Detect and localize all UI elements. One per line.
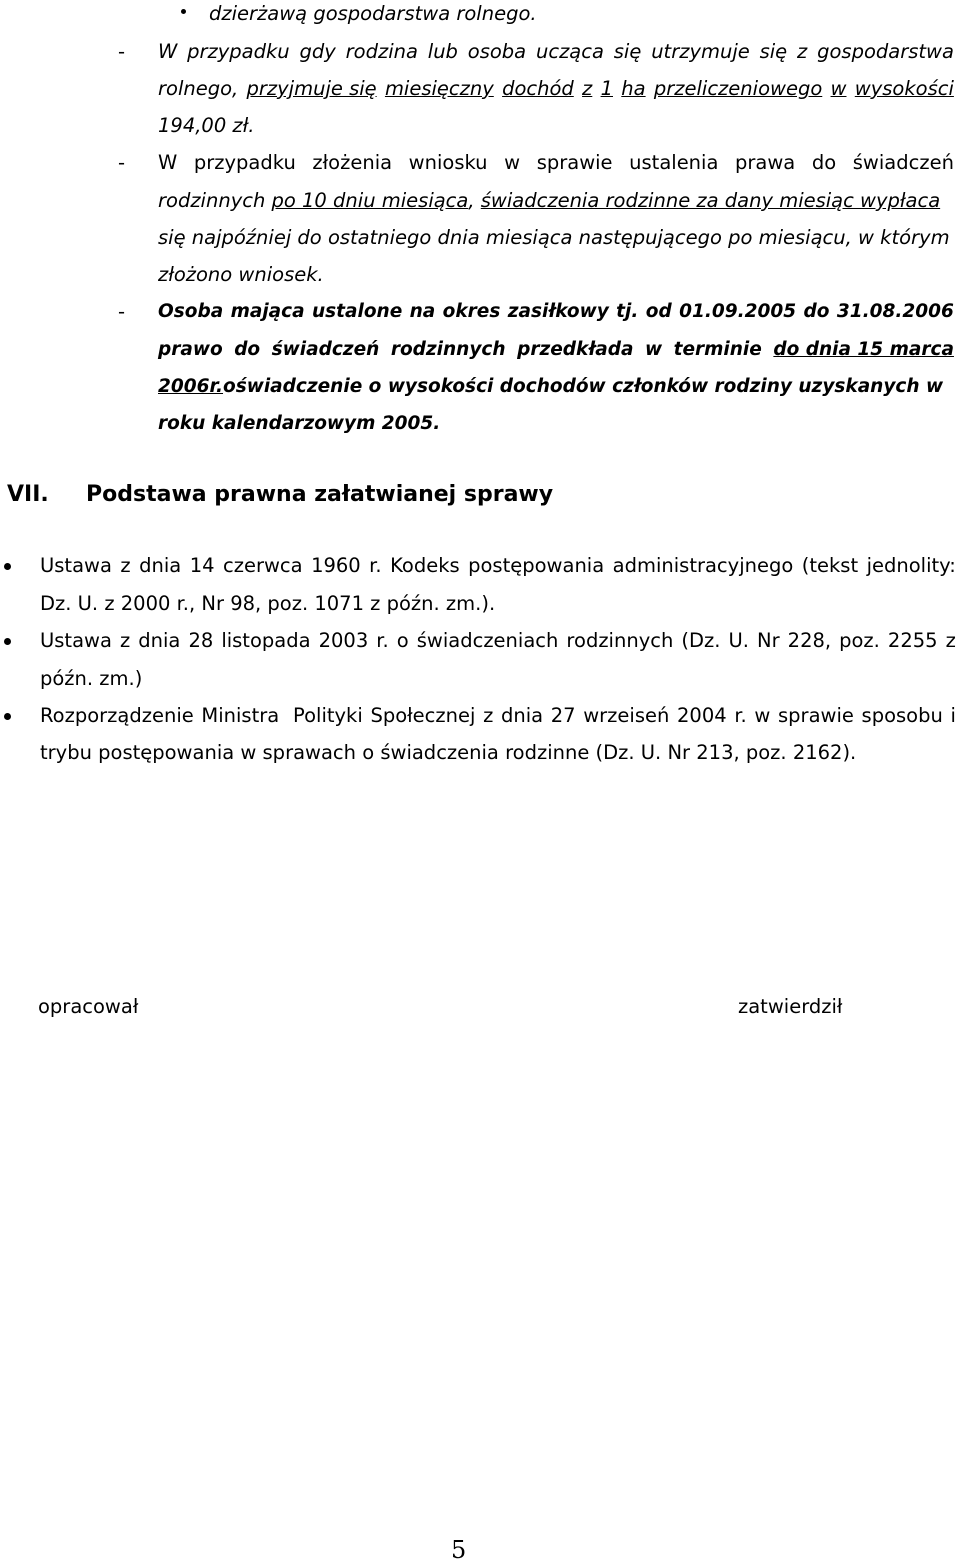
word: 228, <box>787 629 832 652</box>
word: miesięczny <box>384 77 494 100</box>
word: rolnego, <box>158 77 239 100</box>
top-bullet-text: dzierżawą gospodarstwa rolnego. <box>209 2 537 25</box>
word: 14 <box>189 554 215 577</box>
word: sposobu <box>861 704 943 727</box>
word: Ministra <box>201 704 280 727</box>
word: utrzymuje <box>651 40 750 63</box>
word: i <box>950 704 956 727</box>
bullet-dot <box>4 563 11 570</box>
dash-item-1-line-2 <box>158 77 954 101</box>
word: wniosku <box>408 151 488 174</box>
word: tj. <box>616 301 639 322</box>
dash-item-3-line-3 <box>158 375 943 399</box>
word: ucząca <box>535 40 604 63</box>
text-segment: oświadczenie o wysokości dochodów członków rodziny uzyskanych w <box>223 376 944 397</box>
word: 01.09.2005 <box>679 301 797 322</box>
word: gospodarstwa <box>817 40 954 63</box>
word: Społecznej <box>370 704 476 727</box>
word: W <box>158 151 178 174</box>
word: z <box>582 77 593 100</box>
word: 1 <box>600 77 613 100</box>
legal-item-3-line-2: trybu postępowania w sprawach o świadczenia rodzinne (Dz. U. Nr 213, poz. 2162). <box>40 741 857 764</box>
word: Nr <box>757 629 780 652</box>
word: rodzinnych <box>566 629 674 652</box>
word: Ustawa <box>40 554 112 577</box>
word: złożenia <box>312 151 393 174</box>
word: 1960 <box>311 554 361 577</box>
word: dochód <box>502 77 574 100</box>
word: Osoba <box>158 301 224 322</box>
dash-item-3-line-1 <box>158 300 954 324</box>
dash-item-3-line-2 <box>158 338 954 362</box>
word: do dnia 15 marca <box>773 339 954 360</box>
word: przypadku <box>187 40 290 63</box>
word: (tekst <box>801 554 859 577</box>
word: 2003 <box>318 629 369 652</box>
word: sprawie <box>778 704 854 727</box>
word: Kodeks <box>390 554 460 577</box>
word: przyjmuje się <box>246 77 377 100</box>
bullet-dot <box>4 713 11 720</box>
word: jednolity: <box>866 554 956 577</box>
word: mająca <box>230 301 305 322</box>
dash-marker: - <box>118 40 126 63</box>
word: 27 <box>550 704 576 727</box>
word: na <box>409 301 436 322</box>
word: lub <box>427 40 458 63</box>
word: do <box>803 301 830 322</box>
word: do <box>234 339 261 360</box>
word: w <box>504 151 521 174</box>
word: przeliczeniowego <box>653 77 823 100</box>
word: przedkłada <box>517 339 634 360</box>
word: postępowania <box>468 554 605 577</box>
bullet-dot <box>181 9 186 14</box>
word: rodzina <box>345 40 418 63</box>
word: dnia <box>138 629 181 652</box>
word: z <box>120 554 131 577</box>
word: administracyjnego <box>612 554 794 577</box>
signature-left-label: opracował <box>38 995 139 1018</box>
word: się <box>759 40 788 63</box>
dash-item-2-line-2 <box>158 189 954 213</box>
word: dnia <box>500 704 544 727</box>
dash-marker: - <box>118 300 126 323</box>
word: od <box>645 301 672 322</box>
section-title: Podstawa prawna załatwianej sprawy <box>86 482 554 507</box>
word: 31.08.2006 <box>836 301 954 322</box>
word: czerwca <box>223 554 303 577</box>
word: okres <box>442 301 501 322</box>
word: prawa <box>735 151 796 174</box>
word: zasiłkowy <box>507 301 609 322</box>
text-segment-underlined: świadczenia rodzinne za dany miesiąc wypłaca <box>480 189 941 212</box>
word: rodzinnych <box>390 339 506 360</box>
word: przypadku <box>193 151 296 174</box>
word: z <box>797 40 808 63</box>
word: poz. <box>839 629 880 652</box>
dash-item-2-line-1 <box>158 151 954 175</box>
word: r. <box>376 629 389 652</box>
word: świadczeń <box>271 339 380 360</box>
word: ustalone <box>311 301 403 322</box>
text-segment: rodzinnych <box>158 189 272 212</box>
word: z <box>945 629 956 652</box>
word: W <box>158 40 178 63</box>
word: ustalenia <box>629 151 719 174</box>
text-segment-underlined: 2006r. <box>158 376 224 397</box>
dash-item-2-line-4: złożono wniosek. <box>158 263 324 286</box>
word: w <box>830 77 847 100</box>
word: wrzeiseń <box>583 704 670 727</box>
dash-item-1-line-1 <box>158 40 954 64</box>
word: osoba <box>467 40 527 63</box>
word: w <box>754 704 771 727</box>
page-number: 5 <box>451 1536 467 1564</box>
word: ha <box>621 77 646 100</box>
dash-item-3-line-4: roku kalendarzowym 2005. <box>158 413 441 434</box>
word: r. <box>734 704 747 727</box>
word: prawo <box>158 339 223 360</box>
word: świadczeniach <box>416 629 559 652</box>
dash-marker: - <box>118 151 126 174</box>
word: 28 <box>188 629 214 652</box>
word: 2255 <box>887 629 938 652</box>
signature-right-label: zatwierdził <box>738 995 843 1018</box>
legal-item-3-line-1 <box>40 704 956 728</box>
legal-item-1-line-1 <box>40 554 956 578</box>
word: listopada <box>221 629 311 652</box>
word: w <box>645 339 663 360</box>
word: U. <box>728 629 749 652</box>
text-segment-underlined: po 10 dniu miesiąca <box>271 189 469 212</box>
dash-item-1-line-3: 194,00 zł. <box>158 114 255 137</box>
word: się <box>613 40 642 63</box>
word: (Dz. <box>681 629 721 652</box>
word: terminie <box>673 339 762 360</box>
word: sprawie <box>536 151 613 174</box>
bullet-dot <box>4 638 11 645</box>
word: dnia <box>139 554 182 577</box>
word: o <box>396 629 409 652</box>
word: r. <box>369 554 382 577</box>
word: Rozporządzenie <box>40 704 194 727</box>
word: Polityki <box>286 704 363 727</box>
legal-item-2-line-2: późn. zm.) <box>40 667 143 690</box>
word: Ustawa <box>40 629 112 652</box>
word: 2004 <box>677 704 727 727</box>
word: do <box>811 151 837 174</box>
dash-item-2-line-3: się najpóźniej do ostatniego dnia miesiąca następującego po miesiącu, w którym <box>158 226 950 249</box>
legal-item-1-line-2: Dz. U. z 2000 r., Nr 98, poz. 1071 z późn. zm.). <box>40 592 496 615</box>
legal-item-2-line-1 <box>40 629 956 653</box>
text-segment: , <box>468 189 481 212</box>
section-number: VII. <box>7 482 49 507</box>
word: gdy <box>299 40 336 63</box>
word: z <box>483 704 494 727</box>
word: z <box>119 629 131 652</box>
word: świadczeń <box>852 151 954 174</box>
word: wysokości <box>854 77 954 100</box>
